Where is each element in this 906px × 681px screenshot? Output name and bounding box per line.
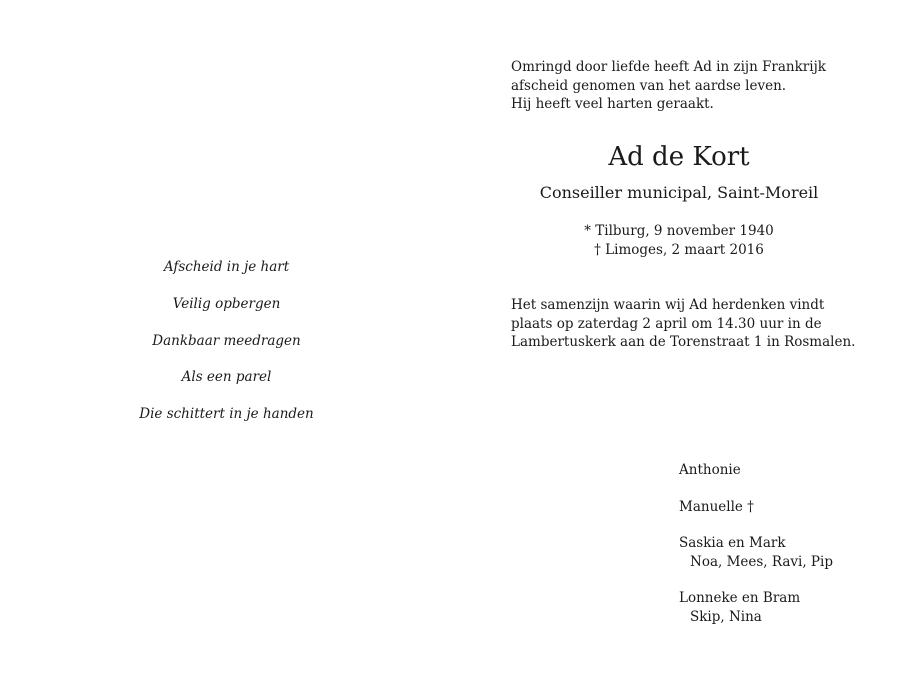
family-group (679, 589, 833, 626)
poem-line: Dankbaar meedragen (152, 332, 301, 349)
life-dates (453, 222, 905, 259)
intro-text (511, 58, 826, 114)
birth-date: * Tilburg, 9 november 1940 (584, 223, 774, 239)
poem-line: Als een parel (181, 369, 272, 386)
family-list (679, 461, 833, 644)
family-group (679, 498, 833, 516)
intro-line: afscheid genomen van het aardse leven. (511, 77, 787, 94)
family-parent: Saskia en Mark (679, 535, 786, 552)
intro-line: Hij heeft veel harten geraakt. (511, 96, 714, 112)
ceremony-line: Lambertuskerk aan de Torenstraat 1 in Rosmalen. (511, 334, 856, 350)
ceremony-text (511, 296, 855, 352)
ceremony-line: Het samenzijn waarin wij Ad herdenken vindt (511, 297, 825, 313)
poem-line: Die schittert in je handen (139, 406, 314, 423)
deceased-name: Ad de Kort (608, 142, 750, 172)
poem-line: Afscheid in je hart (163, 259, 290, 275)
intro-line: Omringd door liefde heeft Ad in zijn Frankrijk (511, 59, 826, 75)
family-parent: Anthonie (679, 462, 741, 478)
right-page (453, 0, 906, 681)
family-parent: Lonneke en Bram (679, 590, 801, 607)
deceased-role: Conseiller municipal, Saint-Moreil (539, 183, 819, 202)
ceremony-line: plaats op zaterdag 2 april om 14.30 uur in de (511, 315, 822, 332)
family-parent: Manuelle † (679, 498, 754, 515)
poem (0, 258, 453, 442)
family-group (679, 534, 833, 571)
family-group (679, 461, 833, 479)
poem-line: Veilig opbergen (172, 295, 281, 312)
family-children: Noa, Mees, Ravi, Pip (690, 553, 833, 570)
death-date: † Limoges, 2 maart 2016 (594, 241, 764, 258)
family-children: Skip, Nina (690, 608, 762, 625)
